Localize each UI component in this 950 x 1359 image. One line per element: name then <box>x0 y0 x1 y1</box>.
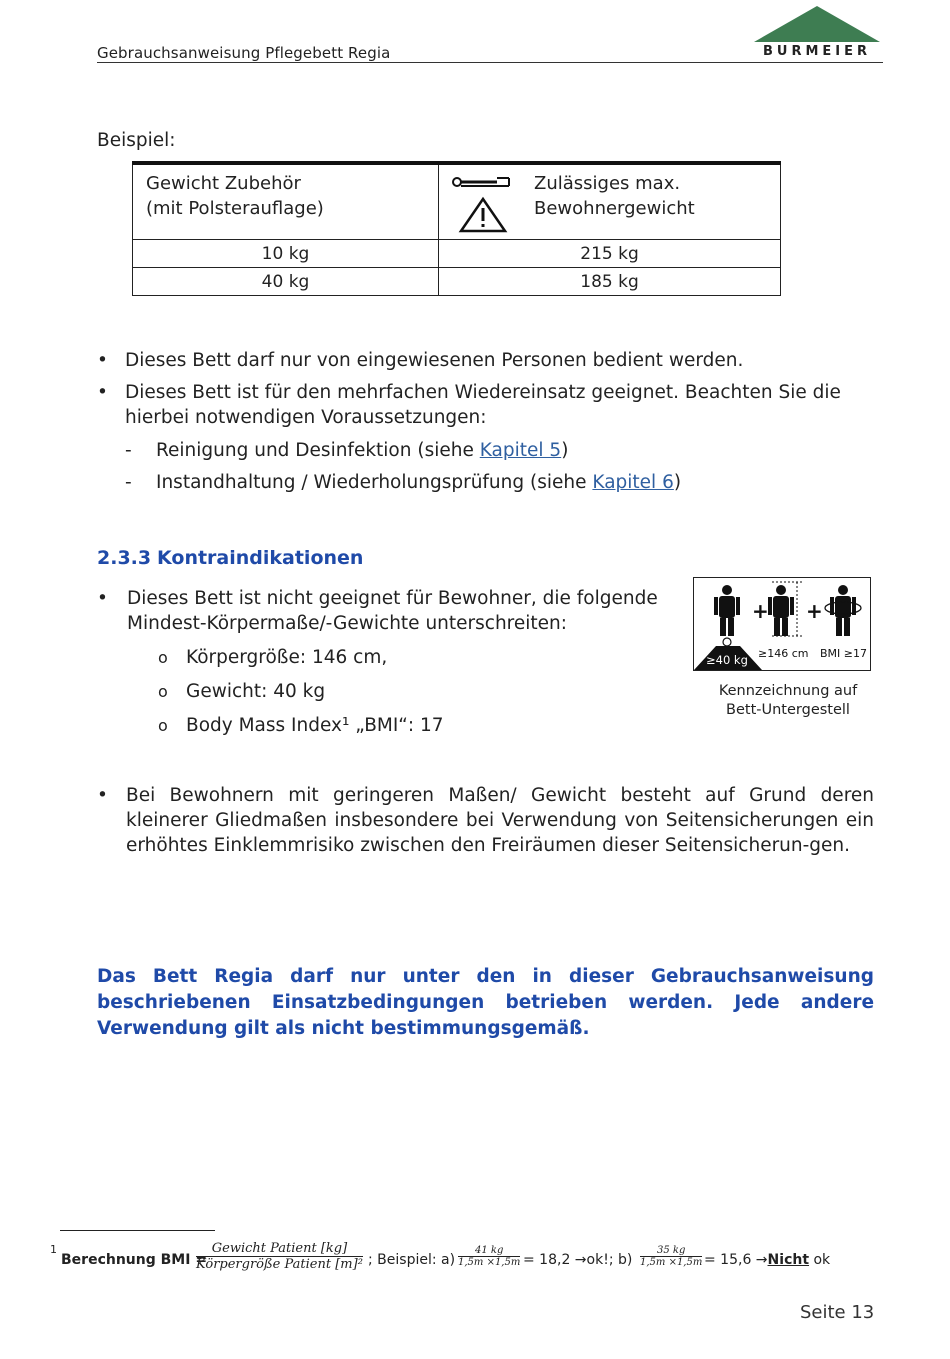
bed-frame-label-image <box>693 577 871 671</box>
burmeier-logo-text: BURMEIER <box>762 44 872 59</box>
label-height-text: ≥146 cm <box>758 647 809 660</box>
example-b-fraction: 35 kg 1,5m ×1,5m <box>640 1245 703 1268</box>
section-title: Kontraindikationen <box>157 547 364 569</box>
minimum-body-measures-pictogram <box>694 578 870 670</box>
table-header-max-weight: Zulässiges max. Bewohnergewicht <box>439 163 781 240</box>
bullet-dot: • <box>97 588 108 609</box>
footnote-label: Berechnung BMI = <box>61 1252 208 1268</box>
bullet-dot: • <box>97 350 108 371</box>
page-number: Seite 13 <box>800 1302 875 1323</box>
max-load-warning-icon <box>451 173 515 233</box>
table-header-accessory-weight: Gewicht Zubehör (mit Polsterauflage) <box>133 163 439 240</box>
footnote-rule <box>60 1230 215 1231</box>
label-image-caption: Kennzeichnung auf Bett-Untergestell <box>718 683 858 718</box>
label-weight-text: ≥40 kg <box>706 653 748 667</box>
entrapment-risk-paragraph: Bei Bewohnern mit geringeren Maßen/ Gewicht besteht auf Grund deren kleinerer Gliedmaßen insbesondere bei Verwendung von Seitensicherungen ein erhöhtes Einklemmrisiko zwischen den Freiräumen dieser Seitensicherun-gen. <box>126 785 874 856</box>
bullet-dot: • <box>97 382 108 403</box>
document-header-title: Gebrauchsanweisung Pflegebett Regia <box>97 44 391 62</box>
footnote-marker: 1 <box>50 1243 57 1256</box>
section-number: 2.3.3 <box>97 547 152 569</box>
example-a-fraction: 41 kg 1,5m ×1,5m <box>458 1245 521 1268</box>
weight-example-table <box>132 161 781 296</box>
section-heading <box>97 547 363 569</box>
plus-sign: + <box>806 599 823 623</box>
link-kapitel-5[interactable]: Kapitel 5 <box>479 440 562 461</box>
plus-sign: + <box>752 599 769 623</box>
bmi-formula: Gewicht Patient [kg] Körpergröße Patient [m]² <box>196 1241 363 1272</box>
example-label: Beispiel: <box>97 130 176 151</box>
footnote-bmi: 1 Berechnung BMI = Gewicht Patient [kg] Körpergröße Patient [m]² ; Beispiel: a) 41 kg 1,5m ×1,5m = 18,2 →ok!; b) 35 kg 1,5m ×1,5m = 15,6 →Nicht ok <box>50 1241 831 1272</box>
header-rule <box>97 62 883 63</box>
label-bmi-text: BMI ≥17 <box>820 647 867 660</box>
intended-use-warning: Das Bett Regia darf nur unter den in dieser Gebrauchsanweisung beschriebenen Einsatzbedingungen betrieben werden. Jede andere Verwendung gilt als nicht bestimmungsgemäß. <box>97 966 874 1039</box>
table-row: 40 kg 185 kg <box>133 268 781 296</box>
link-kapitel-6[interactable]: Kapitel 6 <box>592 472 674 493</box>
table-row: 10 kg 215 kg <box>133 240 781 268</box>
